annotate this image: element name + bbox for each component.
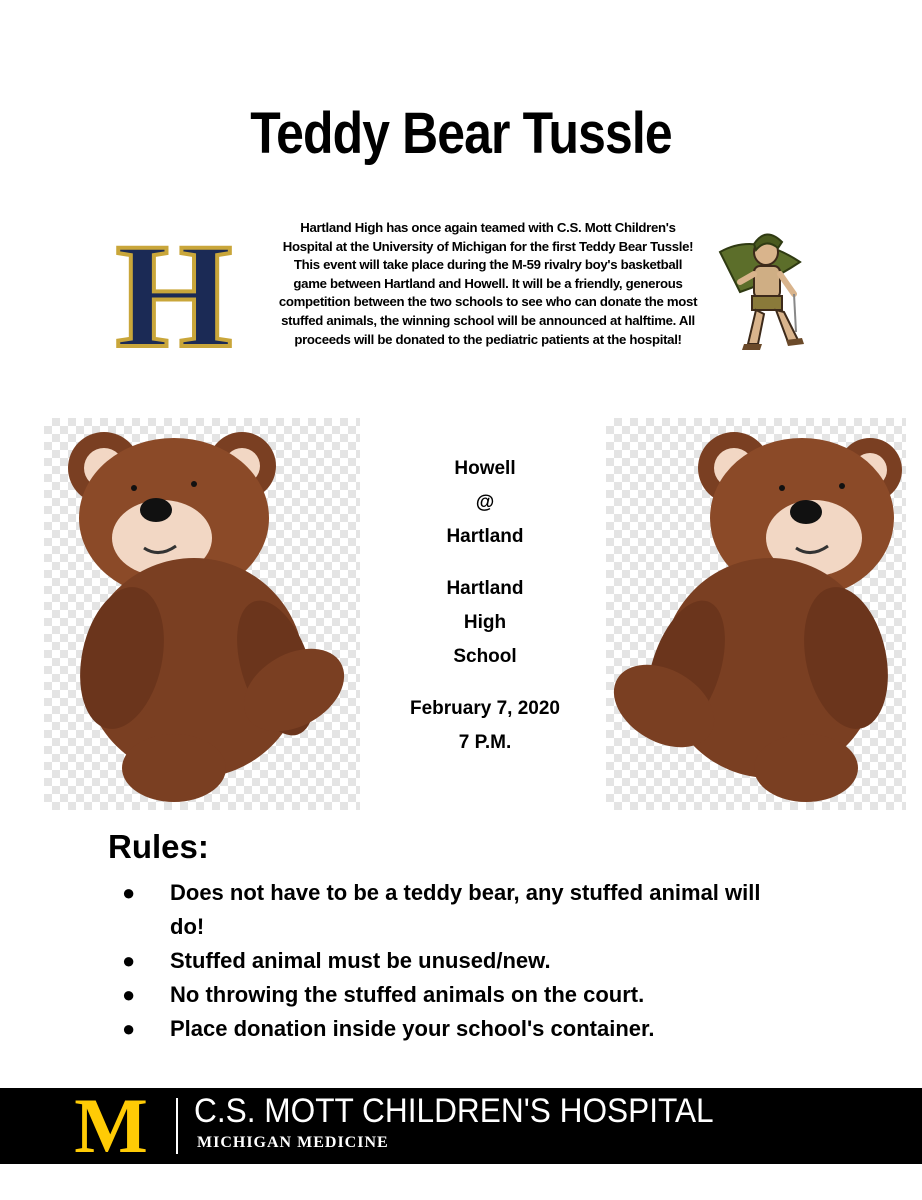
hospital-name: C.S. MOTT CHILDREN'S HOSPITAL — [194, 1092, 714, 1130]
footer-divider — [176, 1098, 178, 1154]
page-title: Teddy Bear Tussle — [250, 101, 672, 166]
bullet-icon: ● — [122, 948, 136, 973]
hospital-footer-banner — [0, 1088, 922, 1164]
rule-text: Stuffed animal must be unused/new. — [170, 948, 551, 973]
bullet-icon: ● — [122, 1016, 136, 1041]
event-description: Hartland High has once again teamed with C.S. Mott Children's Hospital at the University of Michigan for the first Teddy Bear Tussle! This event will take place during the M-59 rivalry boy's basketball game between Hartland and Howell. It will be a friendly, generous competition between the two schools to see who can donate the most stuffed animals, the winning school will be announced at halftime. All proceeds will be donated to the pediatric patients at the hospital! — [278, 220, 698, 347]
teddy-bear-image-right — [606, 418, 906, 810]
block-m-letter: M — [74, 1094, 148, 1158]
rule-text: Does not have to be a teddy bear, any stuffed animal will do! — [170, 880, 761, 939]
venue-line-1: Hartland — [446, 578, 524, 599]
spartan-mascot-icon — [700, 222, 818, 352]
event-details — [380, 452, 590, 760]
hartland-h-logo — [116, 222, 232, 358]
list-item — [108, 1012, 788, 1046]
health-system-name: MICHIGAN MEDICINE — [197, 1134, 389, 1151]
away-team: Howell — [454, 458, 516, 479]
list-item — [108, 978, 788, 1012]
logo-letter: H — [116, 222, 232, 358]
bullet-icon: ● — [122, 880, 136, 905]
rule-text: Place donation inside your school's container. — [170, 1016, 655, 1041]
rule-text: No throwing the stuffed animals on the court. — [170, 982, 645, 1007]
venue-line-3: School — [453, 646, 517, 667]
venue-line-2: High — [463, 612, 507, 633]
bullet-icon: ● — [122, 982, 136, 1007]
rules-list — [108, 876, 788, 1046]
home-team: Hartland — [446, 526, 524, 547]
at-symbol: @ — [475, 492, 495, 513]
event-time: 7 P.M. — [458, 732, 512, 753]
teddy-bear-image-left — [44, 418, 360, 810]
list-item — [108, 876, 788, 944]
rules-heading: Rules: — [108, 828, 209, 865]
michigan-block-m-logo — [58, 1094, 164, 1158]
event-date: February 7, 2020 — [410, 698, 560, 719]
list-item — [108, 944, 788, 978]
